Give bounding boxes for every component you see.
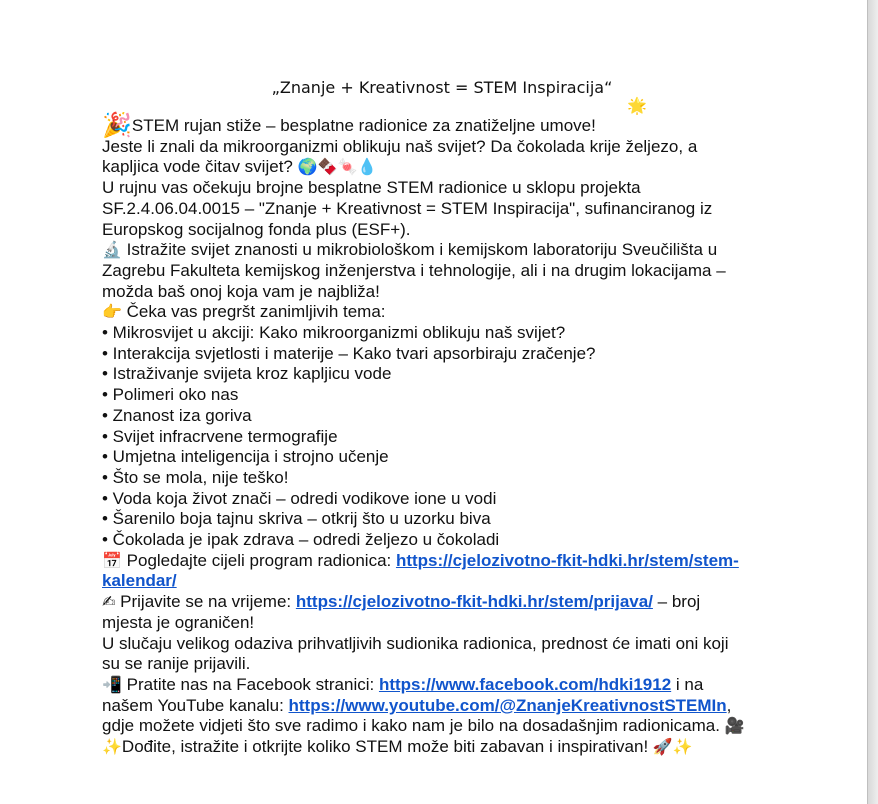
topic-item: • Šarenilo boja tajnu skriva – otkrij što u uzorku biva: [102, 509, 491, 529]
topic-item: • Svijet infracrvene termografije: [102, 426, 338, 446]
paragraph-line: U slučaju velikog odaziva prihvatljivih sudionika radionica, prednost će imati oni koji: [102, 633, 729, 653]
party-popper-icon: 🎉: [102, 111, 132, 139]
program-line: [102, 571, 782, 592]
document-title: „Znanje + Kreativnost = STEM Inspiracija“: [271, 78, 613, 97]
facebook-link[interactable]: https://www.facebook.com/hdki1912: [378, 674, 672, 694]
topic-item: • Čokolada je ipak zdrava – odredi željezo u čokoladi: [102, 530, 500, 550]
program-calendar-link-continued[interactable]: kalendar/: [102, 571, 177, 591]
rocket-icon: 🚀: [652, 737, 673, 757]
writing-hand-icon: ✍: [102, 592, 116, 612]
page-edge-shadow: [867, 0, 878, 804]
chocolate-icon: 🍫: [317, 157, 338, 177]
paragraph-line: Jeste li znali da mikroorganizmi oblikuju naš svijet? Da čokolada krije željezo, a: [102, 136, 698, 156]
movie-camera-icon: 🎥: [724, 716, 745, 736]
topic-item: • Umjetna inteligencija i strojno učenje: [102, 447, 389, 467]
topic-item: • Što se mola, nije teško!: [102, 467, 289, 487]
microscope-icon: 🔬: [102, 240, 122, 260]
topic-item: • Polimeri oko nas: [102, 385, 239, 405]
intro-line: 🎉STEM rujan stiže – besplatne radionice za znatiželjne umove!: [102, 111, 596, 139]
signup-line: ✍ Prijavite se na vrijeme: https://cjelozivotno-fkit-hdki.hr/stem/prijava/ – broj: [102, 592, 701, 612]
signup-link[interactable]: https://cjelozivotno-fkit-hdki.hr/stem/prijava/: [295, 592, 653, 612]
topic-item: • Istraživanje svijeta kroz kapljicu vode: [102, 364, 392, 384]
paragraph-line: 🔬 Istražite svijet znanosti u mikrobiološkom i kemijskom laboratoriju Sveučilišta u: [102, 240, 718, 260]
program-calendar-link[interactable]: https://cjelozivotno-fkit-hdki.hr/stem/stem-: [395, 550, 739, 570]
globe-icon: 🌍: [297, 157, 318, 177]
paragraph-line: su se ranije prijavili.: [102, 654, 251, 674]
youtube-link[interactable]: https://www.youtube.com/@ZnanjeKreativnostSTEMIn: [288, 695, 727, 715]
topic-item: • Mikrosvijet u akciji: Kako mikroorganizmi oblikuju naš svijet?: [102, 323, 566, 343]
paragraph-line: 👉 Čeka vas pregršt zanimljivih tema:: [102, 302, 386, 322]
candy-icon: 🍬: [337, 157, 358, 177]
paragraph-line: Europskog socijalnog fonda plus (ESF+).: [102, 219, 411, 239]
social-line: gdje možete vidjeti što sve radimo i kako nam je bilo na dosadašnjim radionicama. 🎥: [102, 716, 745, 736]
sun-icon: 🌟: [627, 98, 647, 115]
topic-item: • Znanost iza goriva: [102, 405, 252, 425]
program-line: 📅 Pogledajte cijeli program radionica: https://cjelozivotno-fkit-hdki.hr/stem/stem-: [102, 550, 739, 570]
paragraph-line: Zagrebu Fakulteta kemijskog inženjerstva i tehnologije, ali i na drugim lokacijama –: [102, 260, 726, 280]
social-line: 📲 Pratite nas na Facebook stranici: https://www.facebook.com/hdki1912 i na: [102, 674, 704, 694]
mobile-phone-icon: 📲: [102, 674, 122, 694]
topic-item: • Voda koja život znači – odredi vodikove ione u vodi: [102, 488, 497, 508]
paragraph-line: kapljica vode čitav svijet? 🌍🍫🍬💧: [102, 157, 378, 177]
closing-line: ✨Dođite, istražite i otkrijte koliko STEM može biti zabavan i inspirativan! 🚀✨: [102, 737, 693, 757]
social-line: našem YouTube kanalu: https://www.youtube.com/@ZnanjeKreativnostSTEMIn,: [102, 695, 732, 715]
sparkles-icon: ✨: [672, 737, 693, 757]
droplet-icon: 💧: [357, 157, 378, 177]
calendar-icon: 📅: [102, 550, 122, 570]
document-body: [102, 111, 782, 758]
paragraph-line: možda baš onoj koja vam je najbliža!: [102, 281, 380, 301]
paragraph-line: U rujnu vas očekuju brojne besplatne STEM radionice u sklopu projekta: [102, 178, 641, 198]
signup-line: mjesta je ograničen!: [102, 612, 255, 632]
topic-item: • Interakcija svjetlosti i materije – Kako tvari apsorbiraju zračenje?: [102, 343, 596, 363]
sparkles-icon: ✨: [102, 737, 122, 757]
pointing-hand-icon: 👉: [102, 302, 122, 322]
paragraph-line: SF.2.4.06.04.0015 – "Znanje + Kreativnost = STEM Inspiracija", sufinanciranog iz: [102, 198, 713, 218]
